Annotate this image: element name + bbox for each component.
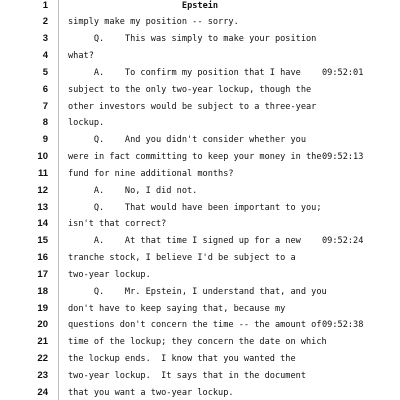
line-number: 19: [37, 303, 48, 314]
transcript-line: fund for nine additional months?: [68, 169, 234, 179]
witness-header: Epstein: [181, 1, 219, 11]
transcript-line: two-year lockup. It says that in the document: [68, 371, 306, 381]
line-number: 20: [37, 319, 48, 330]
line-number: 15: [37, 235, 48, 246]
transcript-line: other investors would be subject to a three-year: [68, 102, 317, 112]
line-number: 24: [37, 387, 48, 398]
line-number: 21: [37, 336, 48, 347]
line-number: 13: [37, 202, 48, 213]
transcript-line: A. No, I did not.: [68, 186, 198, 196]
timestamp: 09:52:01: [322, 68, 364, 78]
line-number: 3: [42, 33, 48, 44]
line-number: 17: [37, 269, 48, 280]
transcript-line: A. To confirm my position that I have: [68, 68, 301, 78]
transcript-line: Q. And you didn't consider whether you: [68, 135, 306, 145]
line-number: 22: [37, 353, 48, 364]
line-number: 7: [42, 101, 48, 112]
line-number: 6: [42, 84, 48, 95]
timestamp: 09:52:13: [322, 152, 364, 162]
line-number-column: [0, 0, 59, 400]
line-number: 18: [37, 286, 48, 297]
line-number: 1: [42, 0, 48, 11]
transcript-line: what?: [68, 51, 94, 61]
line-number: 14: [37, 218, 48, 229]
timestamp: 09:52:24: [322, 236, 364, 246]
line-number: 10: [37, 151, 48, 162]
line-number: 9: [42, 134, 48, 145]
transcript-line: A. At that time I signed up for a new: [68, 236, 301, 246]
transcript-line: were in fact committing to keep your money in the: [68, 152, 322, 162]
line-number: 2: [42, 16, 48, 27]
line-number: 23: [37, 370, 48, 381]
transcript-line: lockup.: [68, 118, 105, 128]
line-number: 5: [42, 67, 48, 78]
transcript-line: questions don't concern the time -- the amount of: [68, 320, 322, 330]
transcript-line: two-year lockup.: [68, 270, 151, 280]
line-number: 16: [37, 252, 48, 263]
transcript-line: subject to the only two-year lockup, though the: [68, 85, 312, 95]
transcript-line: tranche stock, I believe I'd be subject to a: [68, 253, 296, 263]
transcript-line: isn't that correct?: [68, 219, 167, 229]
timestamp: 09:52:38: [322, 320, 364, 330]
line-number: 12: [37, 185, 48, 196]
transcript-line: Q. This was simply to make your position: [68, 34, 317, 44]
line-number: 11: [37, 168, 48, 179]
transcript-line: that you want a two-year lockup.: [68, 388, 234, 398]
transcript-line: the lockup ends. I know that you wanted the: [68, 354, 296, 364]
transcript-line: time of the lockup; they concern the date on which: [68, 337, 327, 347]
transcript-line: don't have to keep saying that, because my: [68, 304, 286, 314]
transcript-line: Q. That would have been important to you;: [68, 203, 322, 213]
transcript-line: Q. Mr. Epstein, I understand that, and you: [68, 287, 327, 297]
line-number: 4: [42, 50, 48, 61]
transcript-line: simply make my position -- sorry.: [68, 17, 239, 27]
line-number: 8: [42, 117, 48, 128]
